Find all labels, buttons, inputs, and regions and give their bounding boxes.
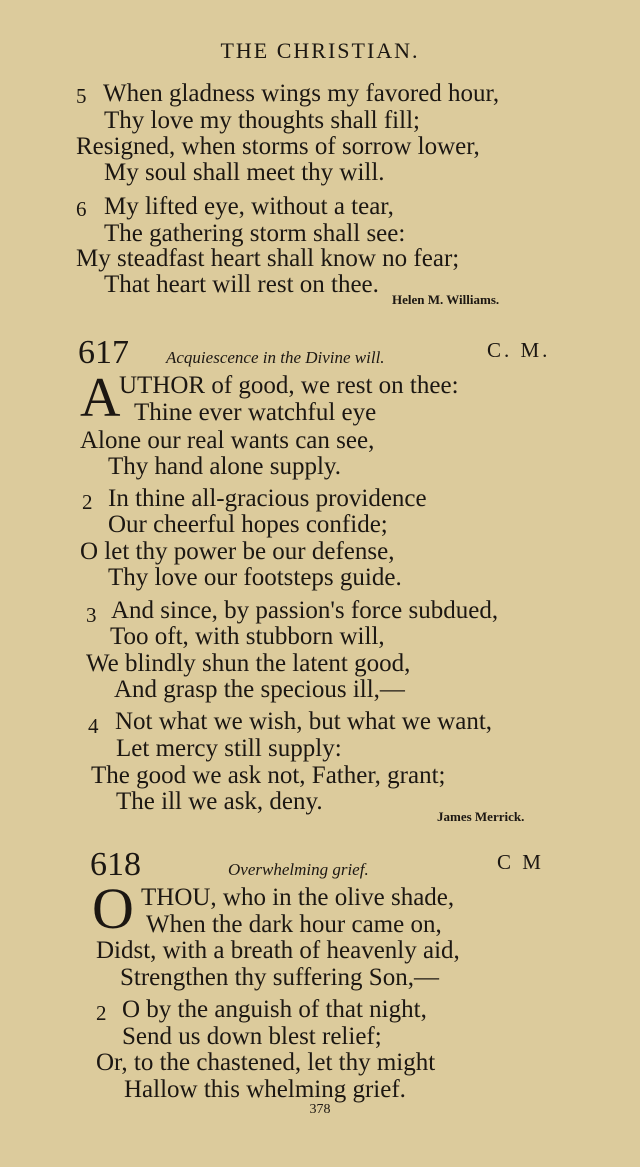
hymn-line: Thy love our footsteps guide. xyxy=(108,564,402,591)
hymn-line: The gathering storm shall see: xyxy=(104,220,406,247)
hymn-number: 618 xyxy=(90,846,141,883)
author-attribution: Helen M. Williams. xyxy=(392,292,500,307)
author-attribution: James Merrick. xyxy=(437,809,525,824)
hymn-line: Or, to the chastened, let thy might xyxy=(96,1049,436,1076)
hymn-line: Strengthen thy suffering Son,— xyxy=(120,964,439,991)
verse-number: 2 xyxy=(82,490,93,514)
verse-number: 5 xyxy=(76,84,87,108)
hymn-line: And since, by passion's force subdued, xyxy=(111,597,499,624)
verse-number: 2 xyxy=(96,1001,107,1025)
hymn-line: O let thy power be our defense, xyxy=(80,538,395,565)
hymn-line: O by the anguish of that night, xyxy=(122,996,427,1023)
hymn-line: Not what we wish, but what we want, xyxy=(115,708,493,735)
hymn-line: When gladness wings my favored hour, xyxy=(103,80,500,107)
hymn-line: My steadfast heart shall know no fear; xyxy=(76,245,460,272)
hymn-line: In thine all-gracious providence xyxy=(108,485,427,512)
hymn-line: When the dark hour came on, xyxy=(146,911,442,938)
verse-number: 4 xyxy=(88,714,99,738)
hymn-line: The good we ask not, Father, grant; xyxy=(91,762,446,789)
hymn-line: The ill we ask, deny. xyxy=(116,788,323,815)
hymn-meter: C M xyxy=(497,850,544,874)
hymn-line: THOU, who in the olive shade, xyxy=(141,884,455,911)
hymn-line: Our cheerful hopes confide; xyxy=(108,511,388,538)
hymn-line: That heart will rest on thee. xyxy=(104,271,379,298)
running-head: THE CHRISTIAN. xyxy=(220,38,420,63)
hymn-line: UTHOR of good, we rest on thee: xyxy=(119,372,459,399)
hymn-meter: C. M. xyxy=(487,338,551,362)
hymn-line: Let mercy still supply: xyxy=(116,735,342,762)
hymn-line: Didst, with a breath of heavenly aid, xyxy=(96,937,460,964)
hymn-number: 617 xyxy=(78,334,129,371)
hymn-line: Hallow this whelming grief. xyxy=(124,1076,406,1103)
hymn-line: Resigned, when storms of sorrow lower, xyxy=(76,133,480,160)
page-number: 378 xyxy=(309,1102,331,1117)
hymn-line: My lifted eye, without a tear, xyxy=(104,193,394,220)
verse-number: 3 xyxy=(86,603,97,627)
hymn-title: Overwhelming grief. xyxy=(228,860,369,879)
hymn-line: And grasp the specious ill,— xyxy=(114,676,405,703)
hymn-line: Send us down blest relief; xyxy=(122,1023,382,1050)
hymn-line: Thy hand alone supply. xyxy=(108,453,342,480)
verse-number: 6 xyxy=(76,197,87,221)
hymn-line: My soul shall meet thy will. xyxy=(104,159,385,186)
drop-cap: O xyxy=(92,876,134,941)
hymn-line: Thine ever watchful eye xyxy=(134,399,377,426)
hymn-line: We blindly shun the latent good, xyxy=(86,650,411,677)
hymn-title: Acquiescence in the Divine will. xyxy=(166,348,385,367)
hymn-line: Too oft, with stubborn will, xyxy=(110,623,385,650)
hymn-line: Thy love my thoughts shall fill; xyxy=(104,107,420,134)
hymn-line: Alone our real wants can see, xyxy=(80,427,375,454)
drop-cap: A xyxy=(80,367,121,429)
